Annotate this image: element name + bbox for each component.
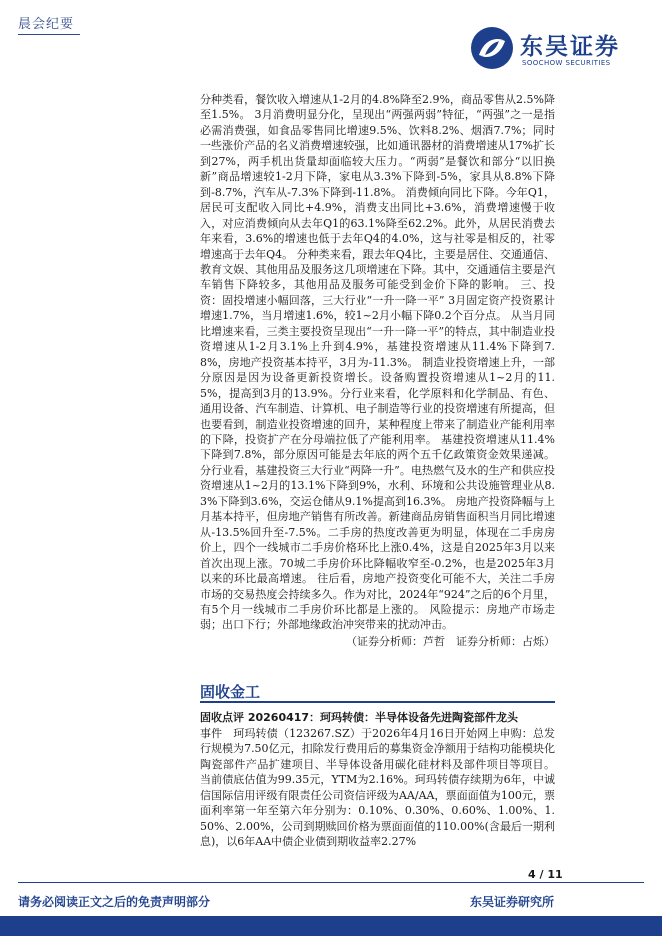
logo-name-en: SOOCHOW SECURITIES (522, 59, 611, 67)
footer-divider (18, 882, 644, 883)
section-divider (200, 701, 555, 703)
header-underline (18, 34, 80, 35)
section-subheading: 固收点评 20260417：珂玛转债：半导体设备先进陶瓷部件龙头 (200, 711, 519, 724)
header-label: 晨会纪要 (18, 17, 75, 32)
page-number: 4 / 11 (528, 868, 563, 881)
section-title: 固收金工 (200, 683, 261, 701)
section-content (200, 710, 555, 850)
logo-name-cn: 东吴证券 (520, 34, 620, 60)
section-paragraph: 事件 珂玛转债（123267.SZ）于2026年4月16日开始网上申购：总发行规模为7.50亿元，扣除发行费用后的募集资金净额用于结构功能模块化陶瓷部件产品扩建项目、半导体设备用碳化硅材料及部件项目等项目。 当前债底估值为99.35元，YTM为2.16%。珂玛转债存续期为6年，中诚信国际信用评级有限责任公司资信评级为AA/AA，票面面值为100元，票面利率第一年至第六年分别为：0.10%、0.30%、0.60%、1.00%、1.50%、2.00%，公司到期赎回价格为票面面值的110.00%(含最后一期利息)，以6年AA中债企业债到期收益率2.27% (200, 727, 555, 849)
analyst-credit: （证券分析师：芦哲 证券分析师：占烁） (346, 634, 555, 648)
footer-disclaimer: 请务必阅读正文之后的免责声明部分 (18, 895, 211, 909)
main-paragraph: 分种类看，餐饮收入增速从1-2月的4.8%降至2.9%，商品零售从2.5%降至1.5%。 3月消费明显分化，呈现出“两强两弱”特征，“两强”之一是指必需消费强，如食品零售同比增速9.5%、饮料8.2%、烟酒7.7%；同时一些涨价产品的名义消费增速较强，比如通讯器材的消费增速从17%扩长到27%，两手机出货量却面临较大压力。“两弱”是餐饮和部分“以旧换新”商品增速较1-2月下降，家电从3.3%下降到-5%，家具从8.8%下降到-8.7%，汽车从-7.3%下降到-11.8%。 消费倾向同比下降。今年Q1，居民可支配收入同比+4.9%，消费支出同比+3.6%，消费增速慢于收入，对应消费倾向从去年Q1的63.1%降至62.2%。此外，从居民消费去年来看，3.6%的增速也低于去年Q4的4.0%，这与社零是相反的，社零增速高于去年Q4。 分种类来看，跟去年Q4比，主要是居住、交通通信、教育文娱、其他用品及服务这几项增速在下降。其中，交通通信主要是汽车销售下降较多，其他用品及服务可能受到金价下降的影响。 三、投资：固投增速小幅回落，三大行业“一升一降一平” 3月固定资产投资累计增速1.7%，当月增速1.6%，较1~2月小幅下降0.2个百分点。 从当月同比增速来看，三类主要投资呈现出“一升一降一平”的特点，其中制造业投资增速从1-2月3.1%上升到4.9%，基建投资增速从11.4%下降到7.8%，房地产投资基本持平，3月为-11.3%。 制造业投资增速上升，一部分原因是因为设备更新投资增长。设备购置投资增速从1~2月的11.5%，提高到3月的13.9%。分行业来看，化学原料和化学制品、有色、通用设备、汽车制造、计算机、电子制造等行业的投资增速有所提高，但也要看到，制造业投资增速的回升，某种程度上带来了制造业产能利用率的下降，投资扩产在分母端拉低了产能利用率。 基建投资增速从11.4%下降到7.8%，部分原因可能是去年底的两个五千亿政策资金效果递减。分行业看，基建投资三大行业“两降一升”。电热燃气及水的生产和供应投资增速从1~2月的13.1%下降到9%，水利、环境和公共设施管理业从8.3%下降到3.6%，交运仓储从9.1%提高到16.3%。 房地产投资降幅与上月基本持平，但房地产销售有所改善。新建商品房销售面积当月同比增速从-13.5%回升至-7.5%。二手房的热度改善更为明显，体现在二手房房价上，四个一线城市二手房价格环比上涨0.4%，这是自2025年3月以来首次出现上涨。70城二手房价环比降幅收窄至-0.2%，也是2025年3月以来的环比最高增速。 往后看，房地产投资变化可能不大，关注二手房市场的交易热度会持续多久。作为对比，2024年“924”之后的6个月里，有5个月一线城市二手房价环比都是上涨的。 风险提示：房地产市场走弱；出口下行；外部地缘政治冲突带来的扰动冲击。 (200, 93, 555, 632)
footer-bar (0, 916, 662, 936)
main-content (200, 92, 555, 649)
footer-institute: 东吴证券研究所 (470, 895, 555, 909)
company-logo (470, 26, 645, 72)
soochow-logo-icon (470, 26, 514, 70)
